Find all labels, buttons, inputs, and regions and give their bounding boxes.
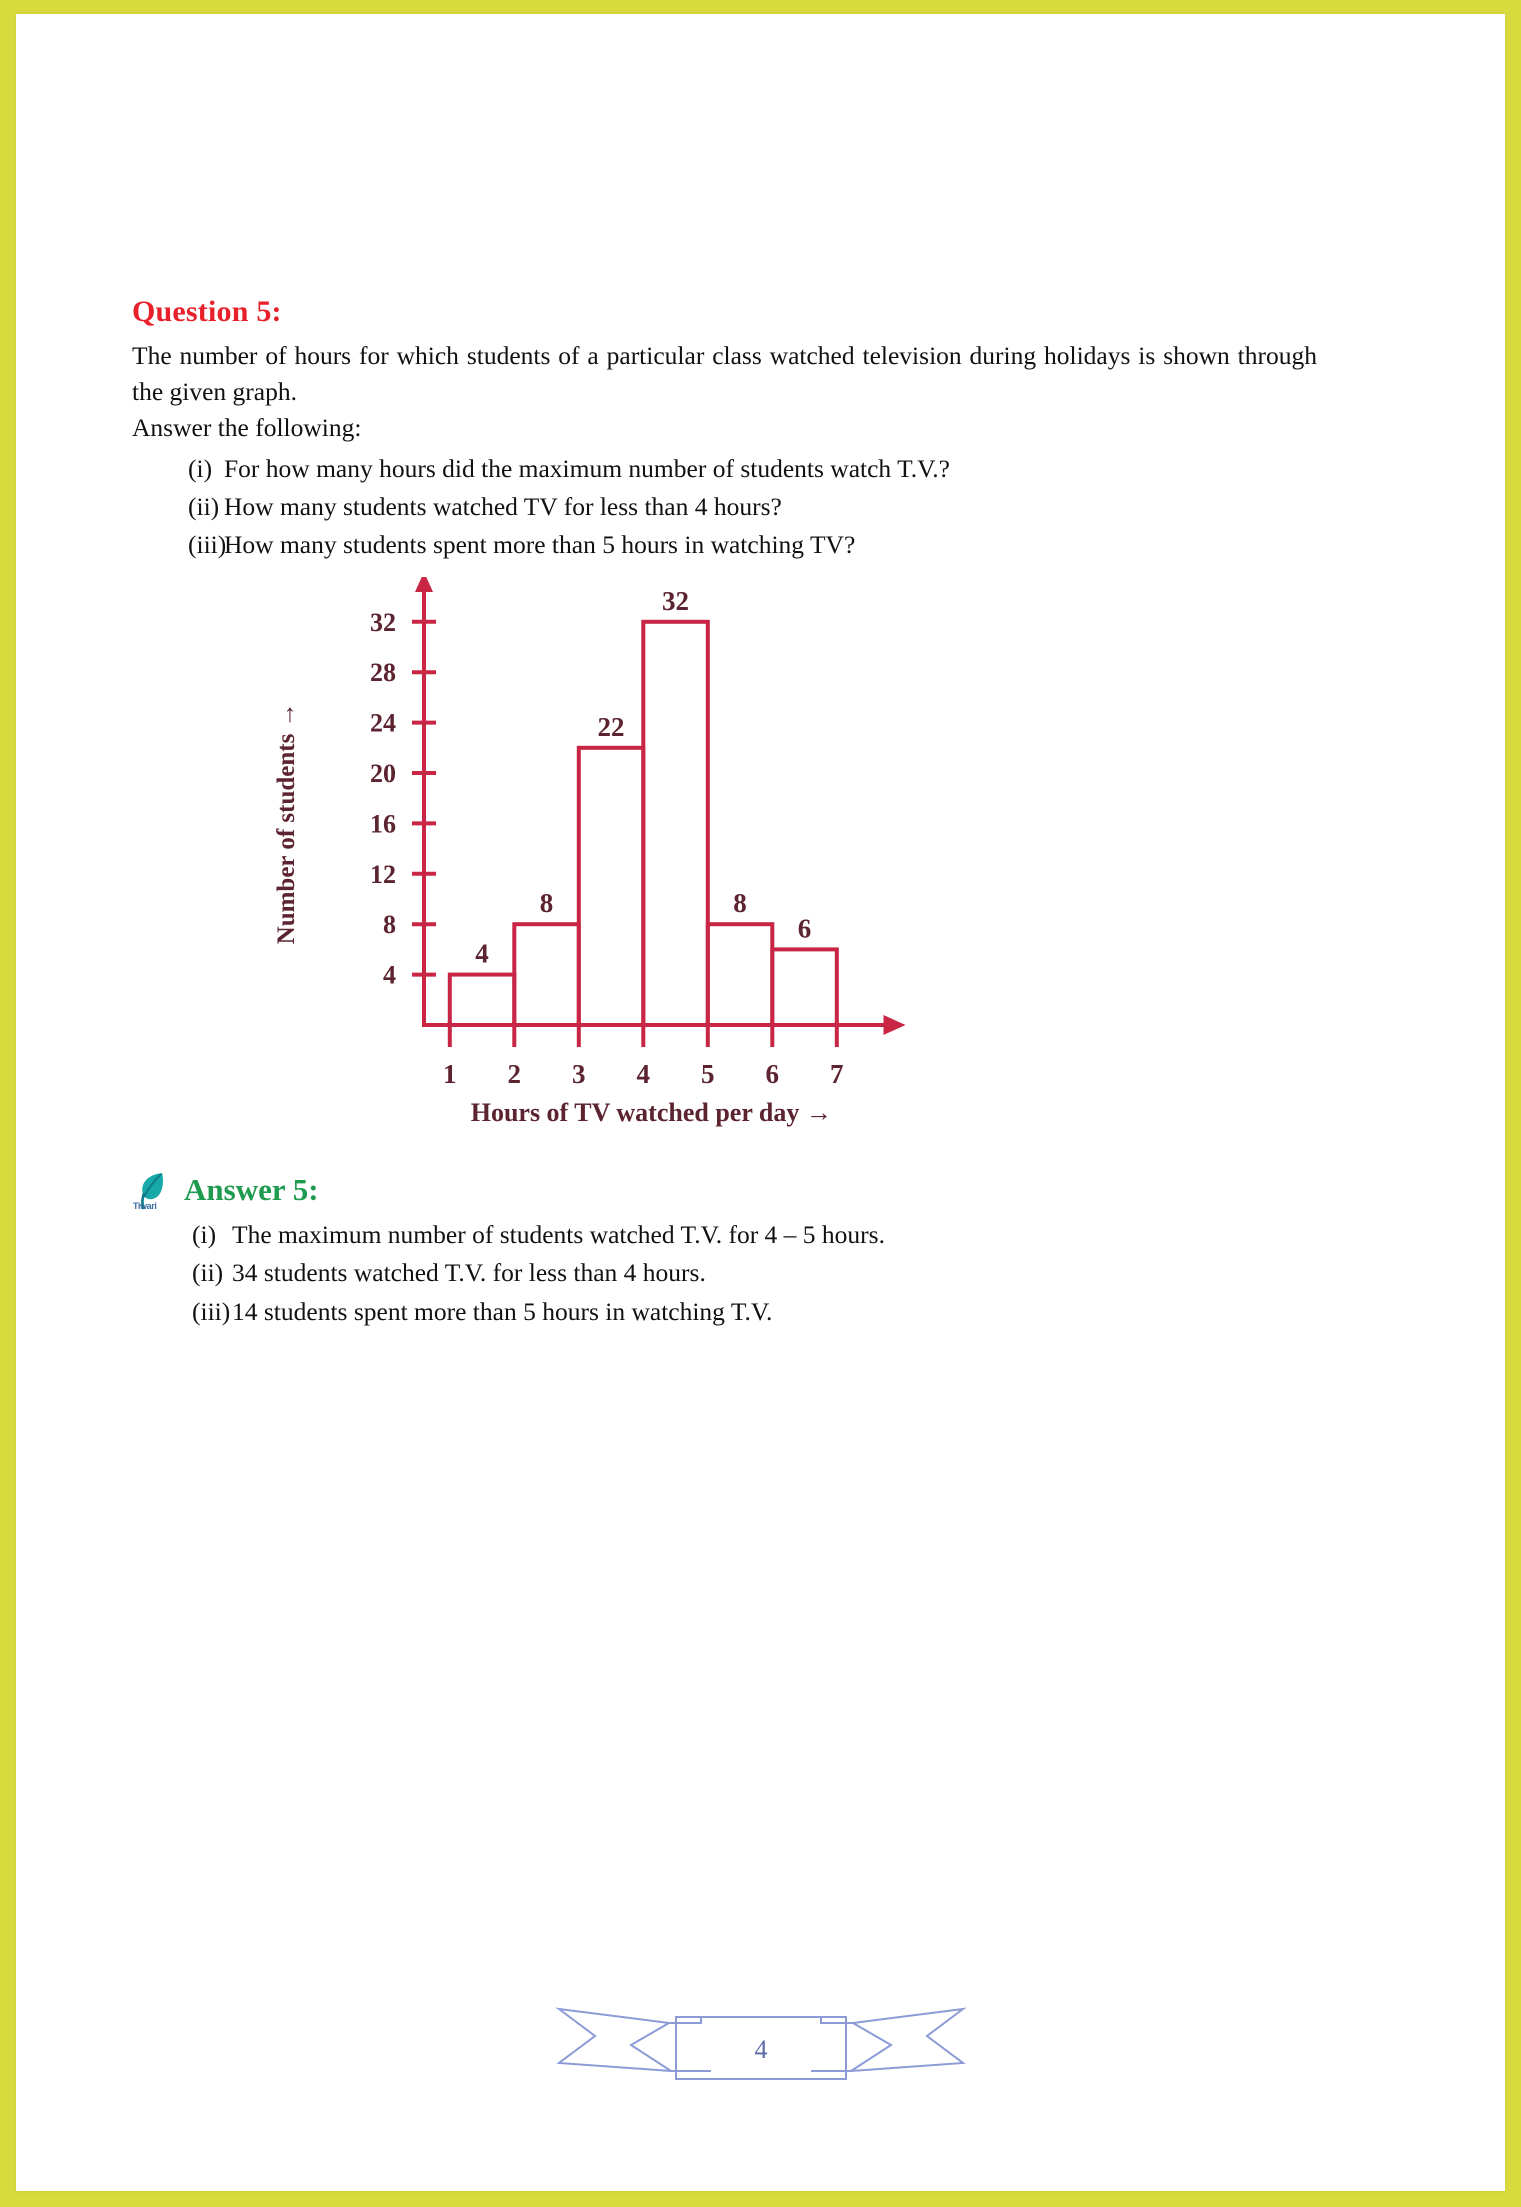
x-axis-tick-label: 5 [701,1059,715,1090]
footer-ribbon [16,1983,1505,2103]
y-axis-tick-label: 32 [370,608,396,638]
histogram-chart [132,577,1412,1157]
list-item-marker: (i) [192,1220,217,1250]
list-item-text: For how many hours did the maximum number of students watch T.V.? [224,453,950,483]
x-axis-arrow-icon [884,1015,906,1035]
histogram-bar [514,924,579,1025]
x-axis-tick-label: 2 [507,1059,522,1090]
list-item-text: 34 students watched T.V. for less than 4 hours. [232,1258,706,1288]
y-axis-tick-label: 28 [370,658,396,688]
page-number: 4 [754,2035,767,2064]
logo-wordmark: Tiwari [133,1201,157,1212]
list-item-marker: (i) [188,453,213,483]
y-axis-title: Number of students → [273,702,300,945]
y-axis-tick-label: 4 [383,960,396,990]
content-column [132,294,1412,1332]
answer-heading: Answer 5: [184,1172,319,1208]
x-axis-tick-label: 1 [443,1059,457,1090]
question-block [132,294,1412,563]
bar-value-label: 6 [797,913,812,944]
leaf-logo-icon [132,1167,178,1213]
histogram-bar [579,748,644,1025]
x-axis-tick-label: 4 [636,1059,651,1090]
list-item [132,1255,1412,1291]
question-prompt: Answer the following: [132,413,362,443]
histogram-bar [772,950,837,1026]
list-item-text: 14 students spent more than 5 hours in watching T.V. [232,1296,773,1326]
y-axis-arrow-icon [415,577,433,592]
histogram-bar [450,975,515,1025]
answer-sub-list [132,1217,1412,1330]
x-axis-title: Hours of TV watched per day → [470,1098,832,1128]
y-axis-tick-label: 20 [370,759,396,789]
histogram-bar [643,622,708,1025]
list-item [132,1217,1412,1253]
y-axis-tick-label: 8 [383,910,396,940]
list-item [132,527,1412,563]
list-item-text: The maximum number of students watched T.V. for 4 – 5 hours. [232,1220,885,1250]
y-axis-tick-label: 12 [370,860,396,890]
list-item [132,489,1412,525]
answer-heading-row [132,1167,1412,1213]
x-axis-tick-label: 3 [572,1059,586,1090]
list-item-marker: (ii) [192,1258,224,1288]
y-axis-tick-label: 16 [370,809,396,839]
list-item-text: How many students spent more than 5 hours in watching TV? [224,530,856,560]
list-item-text: How many students watched TV for less than 4 hours? [224,491,782,521]
question-paragraph: The number of hours for which students of a particular class watched television during holidays is shown through the given graph. [132,341,1317,407]
list-item [132,1294,1412,1330]
list-item-marker: (ii) [188,491,220,521]
y-axis-tick-label: 24 [370,708,396,738]
x-axis-tick-label: 7 [830,1059,844,1090]
question-heading: Question 5: [132,295,282,328]
list-item-marker: (iii) [188,530,227,560]
bar-value-label: 8 [733,888,747,919]
question-sub-list [132,451,1412,564]
histogram-bar [708,924,773,1025]
x-axis-tick-label: 6 [765,1059,780,1090]
bar-value-label: 4 [475,938,489,969]
bar-value-label: 8 [539,888,554,919]
chart-canvas [132,577,1412,1157]
list-item [132,451,1412,487]
bar-value-label: 32 [662,586,690,617]
answer-block [132,1167,1412,1330]
bar-value-label: 22 [597,712,625,743]
list-item-marker: (iii) [192,1296,231,1326]
ribbon-banner-icon [551,1983,971,2103]
page-sheet [16,14,1505,2191]
